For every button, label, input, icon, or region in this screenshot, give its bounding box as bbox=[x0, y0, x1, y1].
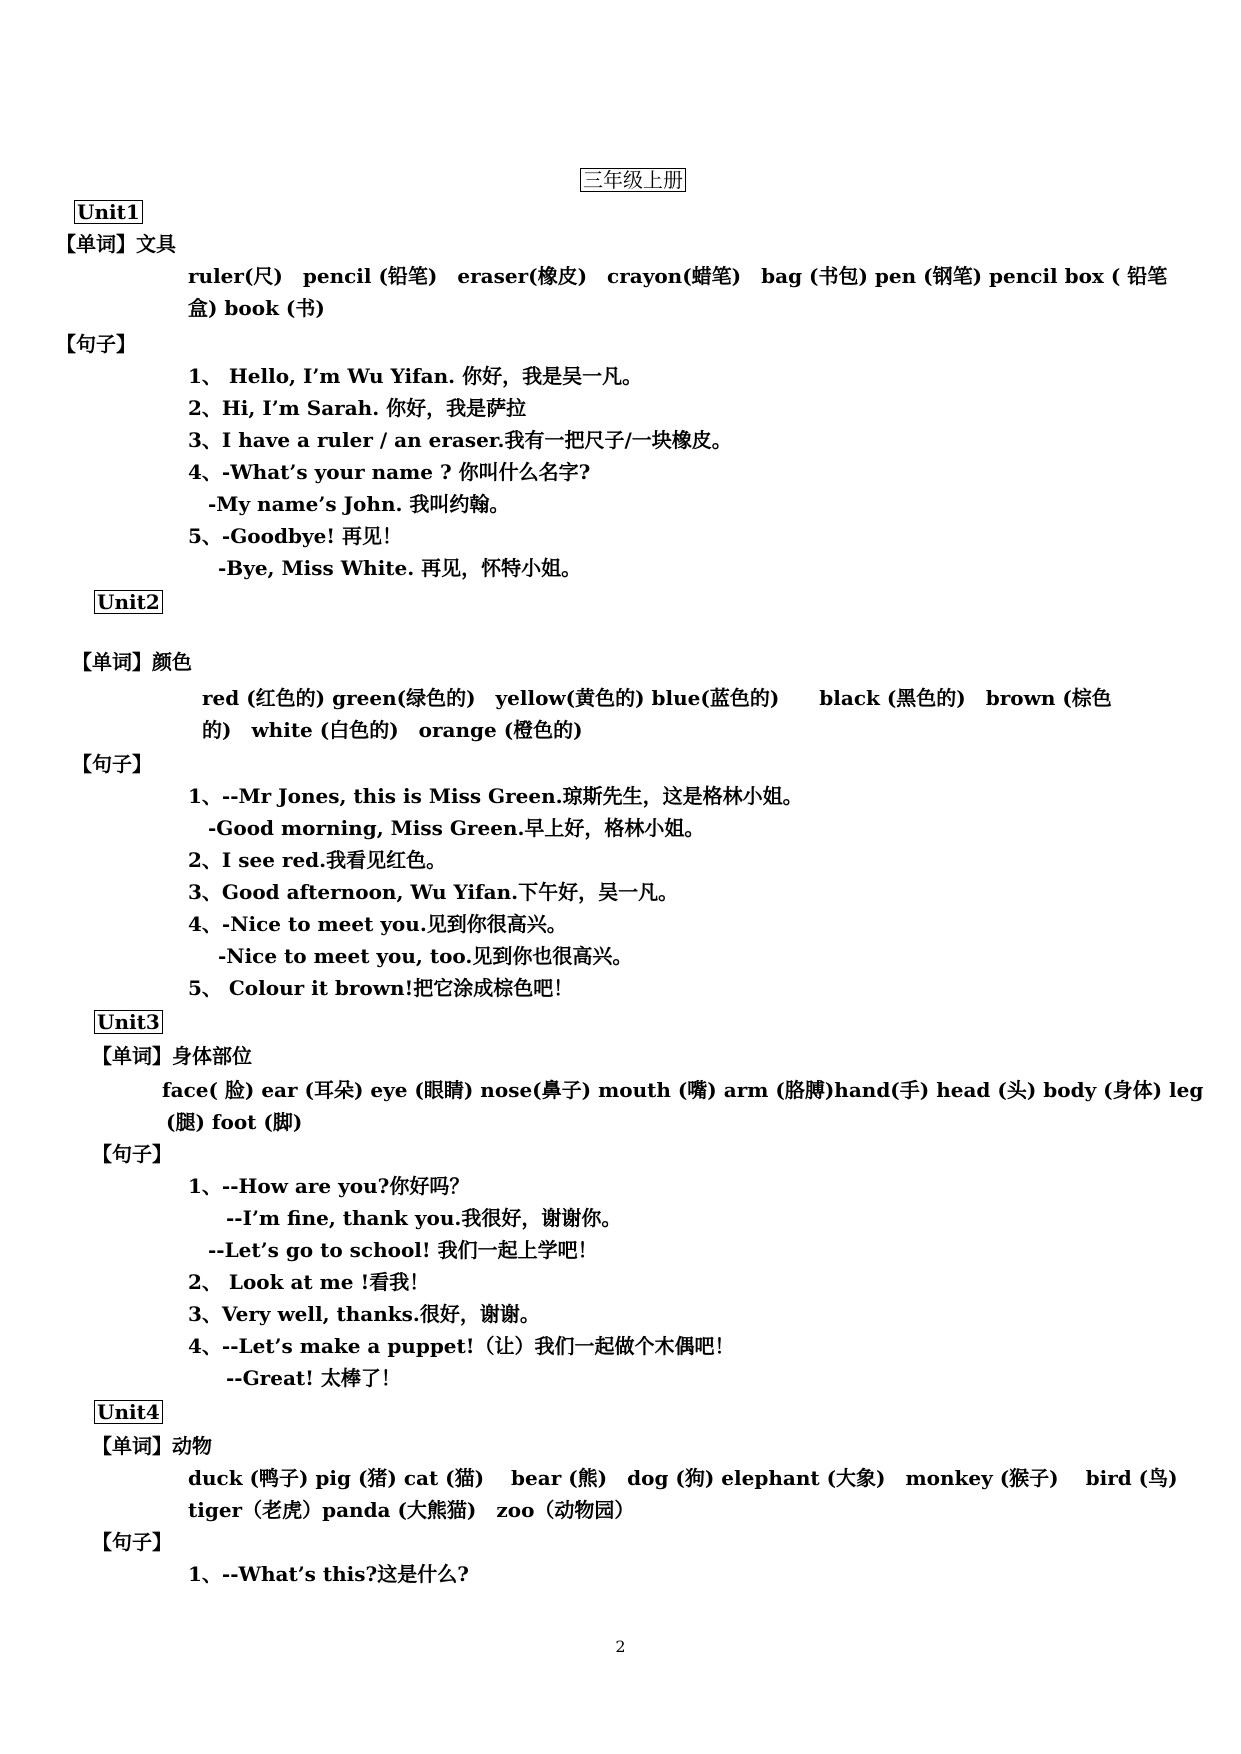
sentences-heading: 【句子】 bbox=[56, 332, 136, 356]
sentence: 3、I have a ruler / an eraser.我有一把尺子/一块橡皮。 bbox=[188, 428, 732, 452]
words-line: 的) white (白色的) orange (橙色的) bbox=[202, 718, 583, 742]
unit-label: Unit2 bbox=[94, 590, 163, 614]
unit-label: Unit4 bbox=[94, 1400, 163, 1424]
sentence: 4、-What’s your name ? 你叫什么名字? bbox=[188, 460, 591, 484]
sentences-heading: 【句子】 bbox=[92, 1142, 172, 1166]
words-heading: 【单词】动物 bbox=[92, 1434, 212, 1458]
sentence: -Nice to meet you, too.见到你也很高兴。 bbox=[218, 944, 633, 968]
sentence: -My name’s John. 我叫约翰。 bbox=[208, 492, 510, 516]
unit-label: Unit1 bbox=[74, 200, 143, 224]
sentence: 2、Hi, I’m Sarah. 你好，我是萨拉 bbox=[188, 396, 527, 420]
page-number: 2 bbox=[615, 1637, 626, 1656]
words-heading: 【单词】颜色 bbox=[72, 650, 192, 674]
sentences-heading: 【句子】 bbox=[92, 1530, 172, 1554]
sentence: -Good morning, Miss Green.早上好，格林小姐。 bbox=[208, 816, 705, 840]
sentence: 2、I see red.我看见红色。 bbox=[188, 848, 447, 872]
sentence: 2、 Look at me !看我！ bbox=[188, 1270, 430, 1294]
sentence: 1、--What’s this?这是什么? bbox=[188, 1562, 469, 1586]
words-line: duck (鸭子) pig (猪) cat (猫) bear (熊) dog (狗) elephant (大象) monkey (猴子) bird (鸟) bbox=[188, 1466, 1178, 1490]
sentences-heading: 【句子】 bbox=[72, 752, 152, 776]
words-line: tiger（老虎）panda (大熊猫) zoo（动物园） bbox=[188, 1498, 635, 1522]
words-line: (腿) foot (脚) bbox=[166, 1110, 303, 1134]
words-line: face( 脸) ear (耳朵) eye (眼睛) nose(鼻子) mouth (嘴) arm (胳膊)hand(手) head (头) body (身体) leg bbox=[162, 1078, 1204, 1102]
words-heading: 【单词】身体部位 bbox=[92, 1044, 252, 1068]
words-heading: 【单词】文具 bbox=[56, 232, 176, 256]
sentence: 5、-Goodbye! 再见！ bbox=[188, 524, 403, 548]
words-line: red (红色的) green(绿色的) yellow(黄色的) blue(蓝色的) black (黑色的) brown (棕色 bbox=[202, 686, 1112, 710]
page-title: 三年级上册 bbox=[580, 168, 686, 192]
sentence: --I’m fine, thank you.我很好，谢谢你。 bbox=[226, 1206, 622, 1230]
words-line: 盒) book (书) bbox=[188, 296, 325, 320]
sentence: --Great! 太棒了！ bbox=[226, 1366, 401, 1390]
sentence: 3、Good afternoon, Wu Yifan.下午好，吴一凡。 bbox=[188, 880, 679, 904]
sentence: 3、Very well, thanks.很好，谢谢。 bbox=[188, 1302, 540, 1326]
sentence: -Bye, Miss White. 再见，怀特小姐。 bbox=[218, 556, 582, 580]
sentence: 1、--Mr Jones, this is Miss Green.琼斯先生，这是格林小姐。 bbox=[188, 784, 803, 808]
sentence: 4、--Let’s make a puppet!（让）我们一起做个木偶吧！ bbox=[188, 1334, 735, 1358]
unit-label: Unit3 bbox=[94, 1010, 163, 1034]
sentence: --Let’s go to school! 我们一起上学吧！ bbox=[208, 1238, 598, 1262]
sentence: 1、 Hello, I’m Wu Yifan. 你好，我是吴一凡。 bbox=[188, 364, 643, 388]
sentence: 1、--How are you?你好吗？ bbox=[188, 1174, 470, 1198]
words-line: ruler(尺) pencil (铅笔) eraser(橡皮) crayon(蜡笔) bag (书包) pen (钢笔) pencil box ( 铅笔 bbox=[188, 264, 1168, 288]
sentence: 4、-Nice to meet you.见到你很高兴。 bbox=[188, 912, 567, 936]
sentence: 5、 Colour it brown!把它涂成棕色吧！ bbox=[188, 976, 574, 1000]
